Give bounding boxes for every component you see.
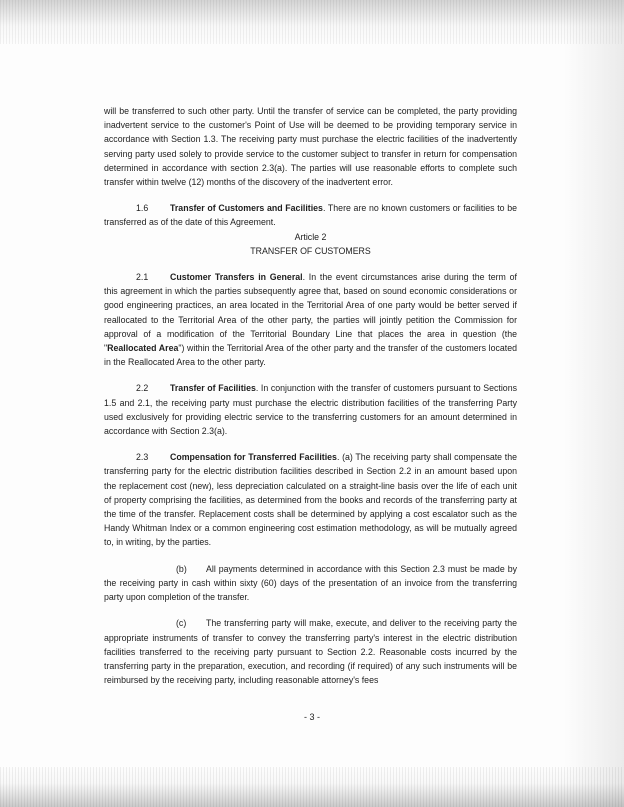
section-text: . In the event circumstances arise during the term of this agreement in which the parties subsequently agree that, based on sound economic considerations or good engineering practices, an area located in the Territorial Area of one party would be better served if reallocated to the Territorial Area of the other party, the parties will jointly petition the Commission for approval of a modification of the Territorial Boundary Line that places the area in question (the ": [104, 272, 517, 354]
article-title: TRANSFER OF CUSTOMERS: [250, 245, 371, 256]
section-title: Customer Transfers in General: [170, 272, 303, 283]
section-2-1: [104, 270, 517, 369]
section-title: Compensation for Transferred Facilities: [170, 452, 337, 463]
article-label: Article 2: [294, 231, 327, 242]
scan-noise-bottom: [0, 767, 624, 807]
continuation-paragraph: will be transferred to such other party. Until the transfer of service can be completed, the party providing inadvertent service to the customer's Point of Use will be deemed to be providing temporary service in accordance with Section 1.3. The receiving party must purchase the electric facilities of the inadvertently serving party used solely to provide service to the customer subject to transfer in return for compensation determined in accordance with section 2.3(a). The parties will use reasonable efforts to complete such transfer within twelve (12) months of the discovery of the inadvertent error.: [104, 106, 517, 188]
scan-shadow-right: [564, 0, 624, 807]
subsection-text: The transferring party will make, execute, and deliver to the receiving party the appropriate instruments of transfer to convey the transferring party's interest in the electric distribution facilities transferred to the receiving party pursuant to Section 2.2. Reasonable costs incurred by the transferring party in the preparation, execution, and recording (if required) of any such instruments will be reimbursed by the receiving party, including reasonable attorney's fees: [104, 618, 517, 686]
scan-noise-top: [0, 0, 624, 44]
section-title: Transfer of Facilities: [170, 383, 256, 394]
section-text: . There are no known customers or facilities to be transferred as of the date of this Agreement.: [104, 203, 517, 228]
subsection-label: (c): [176, 618, 187, 629]
section-number: 2.2: [136, 383, 149, 394]
subsection-text: All payments determined in accordance with this Section 2.3 must be made by the receiving party in cash within sixty (60) days of the presentation of an invoice from the transferring party upon completion of the transfer.: [104, 563, 517, 603]
page-number: - 3 -: [303, 712, 320, 722]
section-text: . (a) The receiving party shall compensate the transferring party for the electric distribution facilities described in Section 2.2 in an amount based upon the replacement cost (new), less depreciation calculated on a straight-line basis over the life of each unit of property comprising the facilities, as determined from the books and records of the transferring party at the time of the transfer. Replacement costs shall be determined by applying a cost escalator such as the Handy Whitman Index or a common engineering cost estimation methodology, as will be mutually agreed to, in writing, by the parties.: [104, 452, 517, 548]
defined-term: Reallocated Area: [107, 343, 179, 354]
document-body: [104, 104, 517, 687]
section-1-6: [104, 201, 517, 229]
section-2-3-c: [104, 616, 517, 687]
subsection-label: (b): [176, 563, 187, 574]
section-title: Transfer of Customers and Facilities: [170, 203, 323, 214]
section-number: 2.3: [136, 452, 149, 463]
section-2-3-b: [104, 562, 517, 605]
section-text: . In conjunction with the transfer of customers pursuant to Sections 1.5 and 2.1, the receiving party must purchase the electric distribution facilities of the transferring Party used exclusively for providing electric service to the transferring customers for an amount determined in accordance with Section 2.3(a).: [104, 383, 517, 437]
section-text: ") within the Territorial Area of the other party and the transfer of the customers located in the Reallocated Area to the other party.: [104, 343, 518, 368]
section-2-3: [104, 450, 517, 549]
section-number: 2.1: [136, 272, 149, 283]
section-number: 1.6: [136, 203, 149, 214]
section-2-2: [104, 381, 517, 438]
